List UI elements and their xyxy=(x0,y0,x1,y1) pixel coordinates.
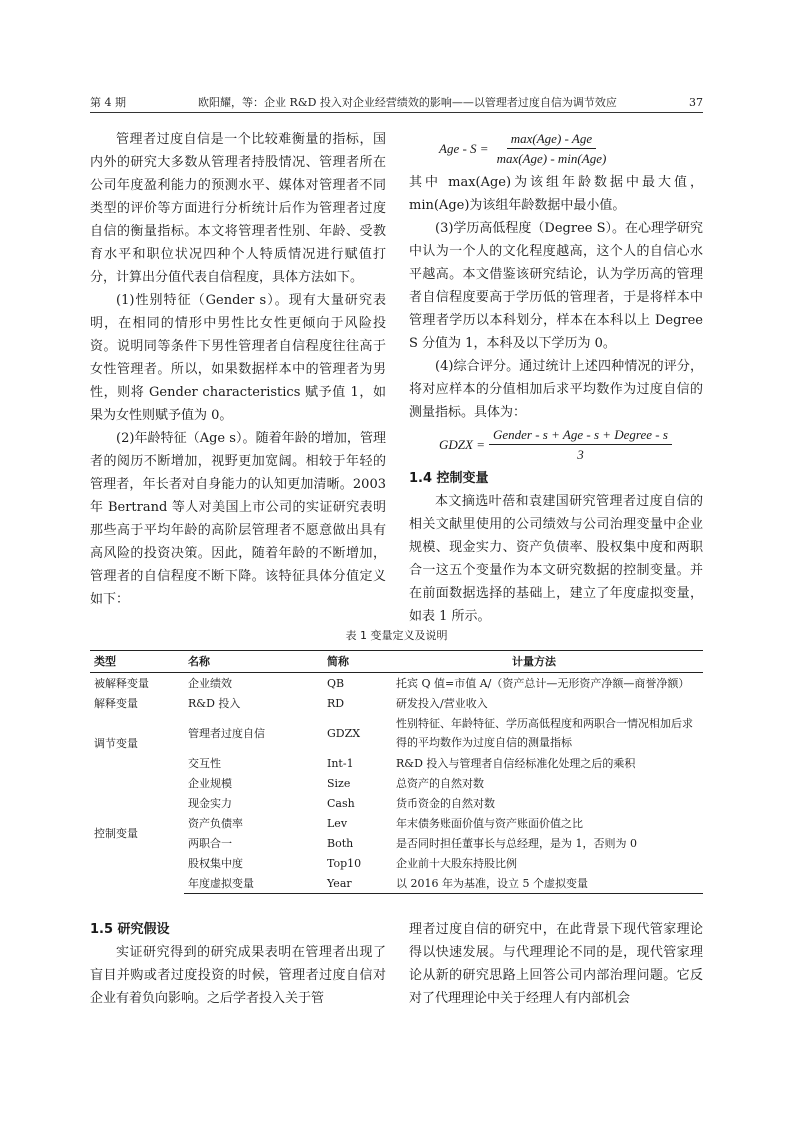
abbr-cell: Size xyxy=(327,776,351,790)
abbr-cell: QB xyxy=(327,676,345,690)
abbr-cell: Year xyxy=(323,873,392,894)
method-cell: 总资产的自然对数 xyxy=(396,777,484,790)
table-caption: 表 1 变量定义及说明 xyxy=(345,629,448,642)
paragraph: (3)学历高低程度（Degree S）。在心理学研究中认为一个人的文化程度越高，这个人的自信心水平越高。本文借鉴该研究结论，认为学历高的管理者自信程度要高于学历低的管理者，于是将样本中管理者学历以本科划分，样本在本科以上 Degree S 分值为 1，本科及以下学历为 0。 xyxy=(409,221,703,351)
name-cell: R&D 投入 xyxy=(188,697,241,710)
type-cell: 解释变量 xyxy=(94,697,138,710)
paragraph: 实证研究得到的研究成果表明在管理者出现了盲目并购或者过度投资的时候，管理者过度自信对企业有着负向影响。之后学者投入关于管 xyxy=(90,945,386,1006)
section-title: 1.4 控制变量 xyxy=(409,471,489,486)
abbr-cell: Cash xyxy=(327,796,355,810)
bottom-left-column xyxy=(90,918,386,1010)
formula-numerator: Gender - s + Age - s + Degree - s xyxy=(489,426,672,445)
name-cell: 现金实力 xyxy=(188,797,232,810)
method-cell: 年末债务账面价值与资产账面价值之比 xyxy=(396,817,583,830)
abbr-cell: Both xyxy=(327,836,354,850)
paragraph: (2)年龄特征（Age s）。随着年龄的增加，管理者的阅历不断增加，视野更加宽阔。相较于年轻的管理者，年长者对自身能力的认知更加清晰。2003 年 Bertrand 等人对美国上市公司的实证研究表明那些高于平均年龄的高阶层管理者不愿意做出具有高风险的投资决策。因此，随着年龄的不断增加，管理者的自信程度不断下降。该特征具体分值定义如下： xyxy=(90,431,386,607)
bottom-right-column xyxy=(409,918,703,1010)
section-title: 1.5 研究假设 xyxy=(90,922,170,937)
table-row xyxy=(90,773,703,793)
method-cell: R&D 投入与管理者自信经标准化处理之后的乘积 xyxy=(396,757,636,770)
paragraph: (4)综合评分。通过统计上述四种情况的评分，将对应样本的分值相加后求平均数作为过度自信的测量指标。具体为： xyxy=(409,359,703,420)
paragraph: 理者过度自信的研究中，在此背景下现代管家理论得以快速发展。与代理理论不同的是，现代管家理论从新的研究思路上回答公司内部治理问题。它反对了代理理论中关于经理人有内部机会 xyxy=(409,922,703,1006)
formula-lhs: GDZX = xyxy=(439,437,485,452)
abbr-cell: GDZX xyxy=(327,726,361,740)
name-cell: 企业规模 xyxy=(188,777,232,790)
formula-denominator: max(Age) - min(Age) xyxy=(496,151,607,166)
name-cell: 资产负债率 xyxy=(188,817,243,830)
left-column xyxy=(90,128,386,611)
method-cell: 性别特征、年龄特征、学历高低程度和两职合一情况相加后求得的平均数作为过度自信的测量指标 xyxy=(396,717,693,749)
paragraph: 其中 max(Age)为该组年龄数据中最大值，min(Age)为该组年龄数据中最小值。 xyxy=(409,175,703,213)
name-cell: 两职合一 xyxy=(188,837,232,850)
column-header: 简称 xyxy=(323,651,392,673)
running-title: 欧阳耀，等：企业 R&D 投入对企业经营绩效的影响——以管理者过度自信为调节效应 xyxy=(198,96,617,109)
page-header xyxy=(90,94,703,110)
age-formula xyxy=(439,130,703,167)
method-cell: 是否同时担任董事长与总经理，是为 1，否则为 0 xyxy=(396,837,637,850)
name-cell: 管理者过度自信 xyxy=(188,727,265,740)
table-header-row xyxy=(90,651,703,673)
abbr-cell: Top10 xyxy=(327,856,362,870)
abbr-cell: Int-1 xyxy=(327,756,354,770)
name-cell: 企业绩效 xyxy=(188,677,232,690)
abbr-cell: RD xyxy=(327,696,345,710)
type-cell: 控制变量 xyxy=(94,827,138,841)
header-rule xyxy=(90,112,703,113)
name-cell: 股权集中度 xyxy=(188,857,243,870)
method-cell: 托宾 Q 值=市值 A/（资产总计—无形资产净额—商誉净额） xyxy=(396,677,690,690)
formula-denominator: 3 xyxy=(577,447,584,462)
table-row xyxy=(90,673,703,694)
formula-lhs: Age - S = xyxy=(439,141,489,156)
paragraph: 管理者过度自信是一个比较难衡量的指标，国内外的研究大多数从管理者持股情况、管理者所在公司年度盈利能力的预测水平、媒体对管理者不同类型的评价等方面进行分析统计后作为管理者过度自信的衡量指标。本文将管理者性别、年龄、受教育水平和职位状况四种个人特质情况进行赋值打分，计算出分值代表自信程度，具体方法如下。 xyxy=(90,132,386,285)
formula-fraction xyxy=(493,130,611,167)
issue-number: 第 4 期 xyxy=(90,96,126,109)
abbr-cell: Lev xyxy=(327,816,348,830)
table-row xyxy=(90,693,703,713)
gdzx-formula xyxy=(439,426,703,463)
table-row xyxy=(90,713,703,753)
paragraph: (1)性别特征（Gender s）。现有大量研究表明，在相同的情形中男性比女性更倾向于风险投资。说明同等条件下男性管理者自信程度往往高于女性管理者。所以，如果数据样本中的管理者为男性，则将 Gender characteristics 赋予值 1，如果为女性则赋予值为 0。 xyxy=(90,293,386,423)
type-cell: 调节变量 xyxy=(94,737,138,750)
page-number: 37 xyxy=(689,96,703,109)
method-cell: 以 2016 年为基准，设立 5 个虚拟变量 xyxy=(392,873,703,894)
variable-table xyxy=(90,650,703,894)
formula-fraction xyxy=(489,426,672,463)
method-cell: 货币资金的自然对数 xyxy=(396,797,495,810)
type-cell: 被解释变量 xyxy=(94,677,149,690)
name-cell: 交互性 xyxy=(188,757,221,770)
method-cell: 企业前十大股东持股比例 xyxy=(396,857,517,870)
paragraph: 本文摘选叶蓓和袁建国研究管理者过度自信的相关文献里使用的公司绩效与公司治理变量中企业规模、现金实力、资产负债率、股权集中度和两职合一这五个变量作为本文研究数据的控制变量。并在前面数据选择的基础上，建立了年度虚拟变量，如表 1 所示。 xyxy=(409,494,703,624)
column-header: 类型 xyxy=(90,651,184,673)
column-header: 计量方法 xyxy=(392,651,703,673)
column-header: 名称 xyxy=(184,651,323,673)
formula-numerator: max(Age) - Age xyxy=(507,130,596,149)
right-column xyxy=(409,128,703,628)
name-cell: 年度虚拟变量 xyxy=(184,873,323,894)
method-cell: 研发投入/营业收入 xyxy=(396,697,488,710)
